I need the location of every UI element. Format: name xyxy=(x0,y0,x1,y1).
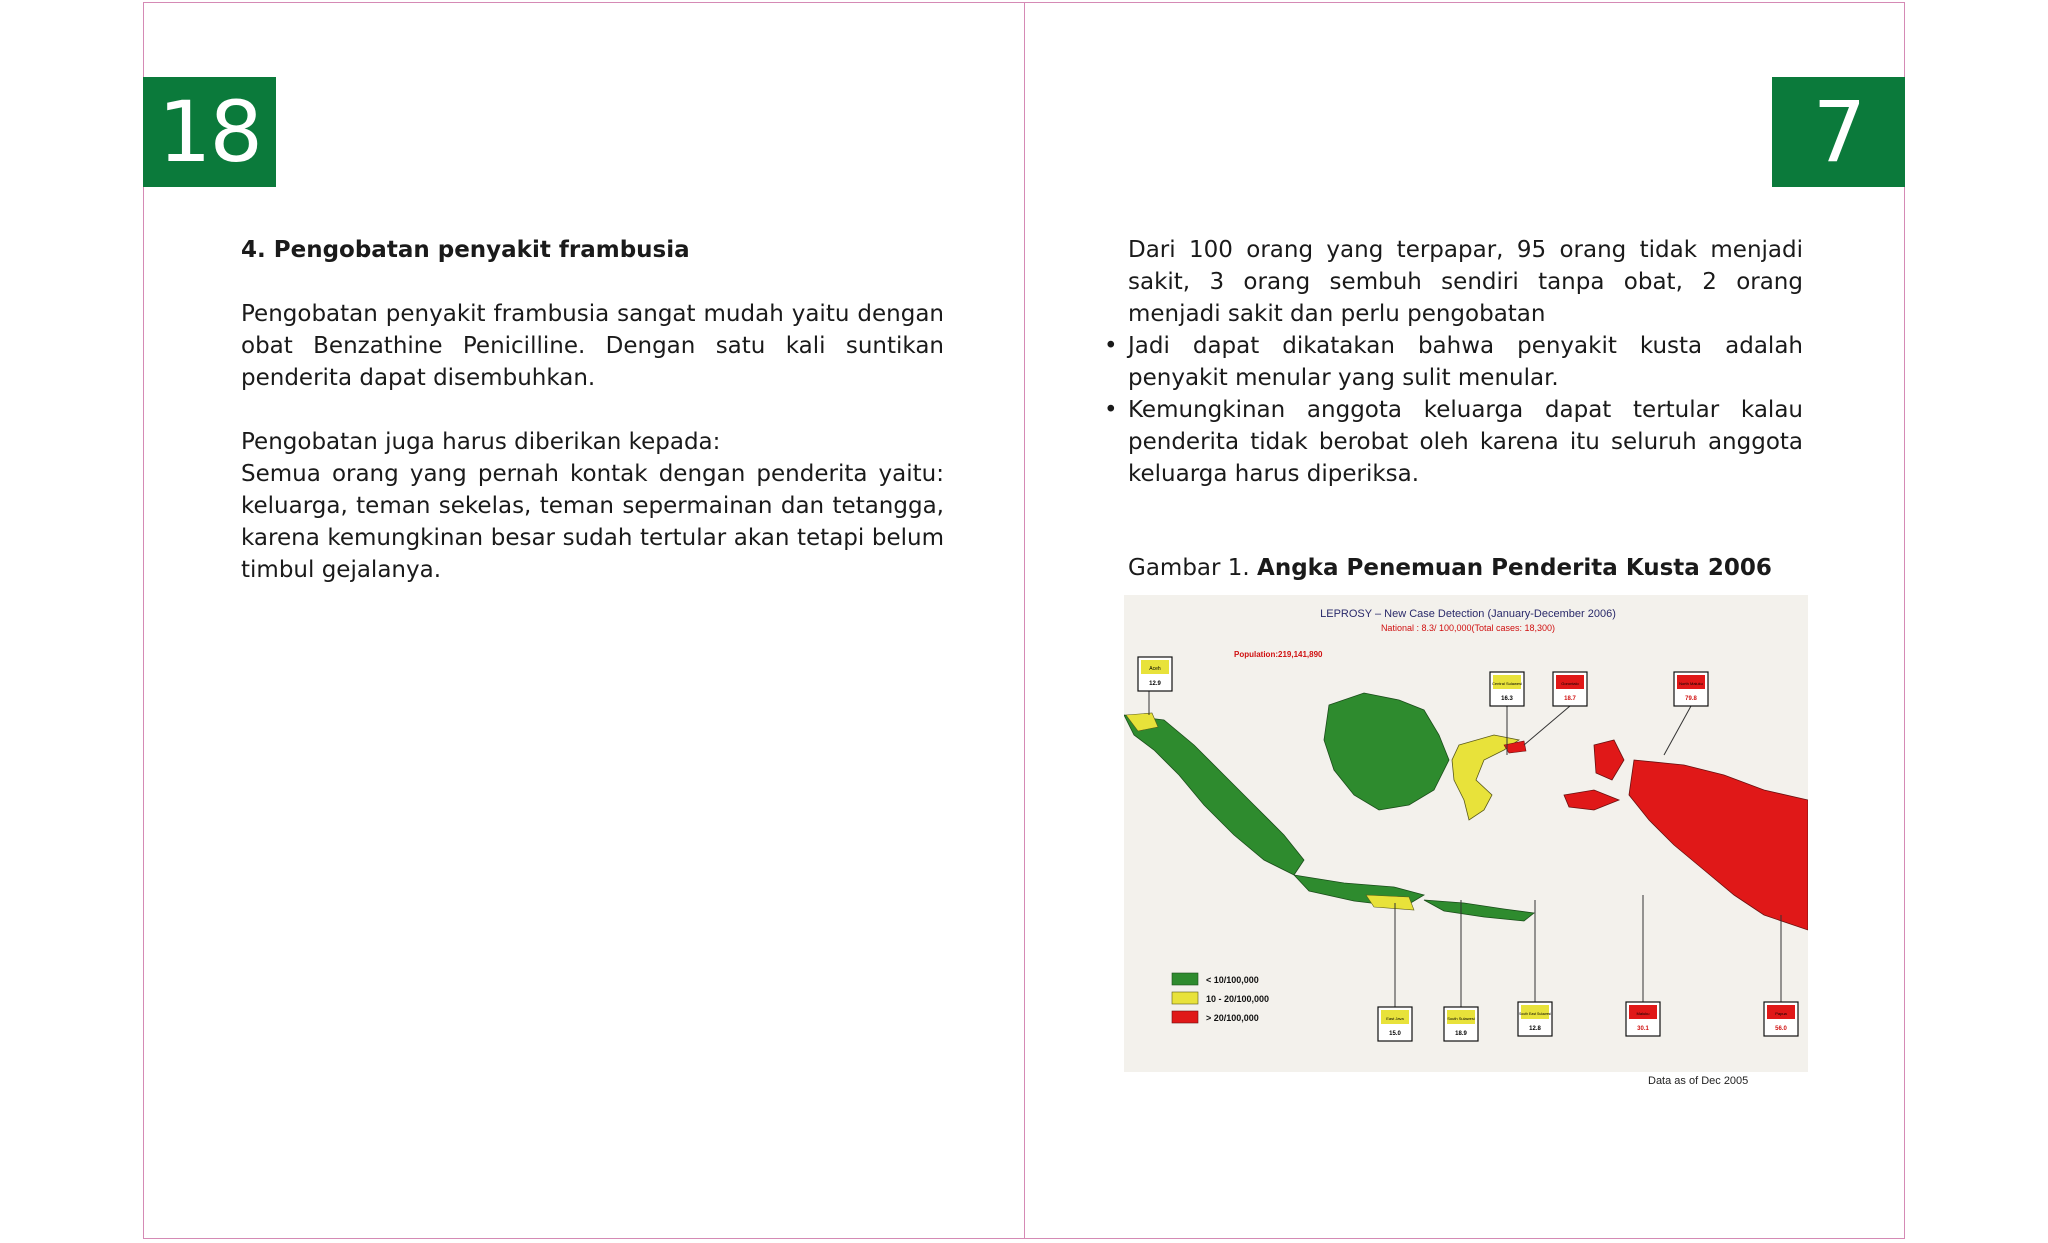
callout-value: 15.0 xyxy=(1389,1031,1401,1037)
callout-label: North Maluku xyxy=(1679,681,1703,686)
callout-label: East Java xyxy=(1386,1016,1404,1021)
section-heading: 4. Pengobatan penyakit frambusia xyxy=(241,237,690,263)
callout-east-java xyxy=(1378,1007,1412,1041)
paragraph-contacts: Semua orang yang pernah kontak dengan penderita yaitu: keluarga, teman sekelas, teman sepermainan dan tetangga, karena kemungkinan besar sudah tertular akan tetapi belum timbul gejalanya. xyxy=(241,461,944,583)
callout-value: 16.3 xyxy=(1501,696,1513,702)
figure-caption xyxy=(1128,552,1772,584)
legend-swatch-yellow xyxy=(1172,992,1198,1004)
page-number-left: 18 xyxy=(143,77,276,187)
paragraph-also-given: Pengobatan juga harus diberikan kepada: xyxy=(241,429,721,455)
callout-label: Aceh xyxy=(1149,666,1161,672)
callout-value: 56.0 xyxy=(1775,1026,1787,1032)
callout-value: 12.8 xyxy=(1529,1026,1541,1032)
callout-papua xyxy=(1764,1002,1798,1036)
callout-value: 18.7 xyxy=(1564,696,1576,702)
left-page-content xyxy=(241,234,944,586)
callout-south-sulawesi xyxy=(1444,1007,1478,1041)
map-data-note: Data as of Dec 2005 xyxy=(1648,1075,1749,1087)
callout-gorontalo xyxy=(1553,672,1587,706)
map-population: Population:219,141,890 xyxy=(1234,650,1323,659)
bullet-item: • Kemungkinan anggota keluarga dapat tertular kalau penderita tidak berobat oleh karena itu seluruh anggota keluarga harus diperiksa. xyxy=(1128,394,1803,490)
leprosy-map-figure xyxy=(1124,595,1808,1072)
callout-value: 12.9 xyxy=(1149,681,1161,687)
page-divider xyxy=(1024,2,1025,1239)
callout-south-east-sulawesi xyxy=(1518,1002,1552,1036)
callout-aceh xyxy=(1138,657,1172,691)
callout-central-sulawesi xyxy=(1490,672,1524,706)
paragraph-treatment: Pengobatan penyakit frambusia sangat mudah yaitu dengan obat Benzathine Penicilline. Dengan satu kali suntikan penderita dapat disembuhkan. xyxy=(241,301,944,391)
callout-label: Central Sulawesi xyxy=(1491,681,1523,686)
callout-value: 79.8 xyxy=(1685,696,1697,702)
legend-swatch-green xyxy=(1172,973,1198,985)
callout-north-maluku xyxy=(1674,672,1708,706)
callout-label: Maluku xyxy=(1636,1011,1650,1016)
callout-value: 30.1 xyxy=(1637,1026,1649,1032)
bullet-list xyxy=(1128,330,1803,490)
map-title: LEPROSY – New Case Detection (January-December 2006) xyxy=(1320,608,1616,620)
legend-label-mid: 10 - 20/100,000 xyxy=(1206,994,1270,1004)
callout-maluku xyxy=(1626,1002,1660,1036)
figure-caption-title: Angka Penemuan Penderita Kusta 2006 xyxy=(1257,555,1772,581)
callout-label: Gorontalo xyxy=(1561,681,1579,686)
legend-label-low: < 10/100,000 xyxy=(1206,975,1259,985)
bullet-item: • Jadi dapat dikatakan bahwa penyakit kusta adalah penyakit menular yang sulit menular. xyxy=(1128,330,1803,394)
legend-swatch-red xyxy=(1172,1011,1198,1023)
callout-label: South Sulawesi xyxy=(1447,1016,1475,1021)
callout-value: 18.9 xyxy=(1455,1031,1467,1037)
map-subtitle: National : 8.3/ 100,000(Total cases: 18,300) xyxy=(1380,623,1556,633)
legend-label-high: > 20/100,000 xyxy=(1206,1013,1259,1023)
page-number-right: 7 xyxy=(1772,77,1905,187)
figure-caption-prefix: Gambar 1. xyxy=(1128,555,1250,581)
paragraph-exposure: Dari 100 orang yang terpapar, 95 orang tidak menjadi sakit, 3 orang sembuh sendiri tanpa obat, 2 orang menjadi sakit dan perlu pengobatan xyxy=(1128,237,1803,327)
right-page-content xyxy=(1128,234,1803,490)
callout-label: Papua xyxy=(1775,1011,1787,1016)
callout-label: South East Sulawesi xyxy=(1518,1012,1552,1016)
